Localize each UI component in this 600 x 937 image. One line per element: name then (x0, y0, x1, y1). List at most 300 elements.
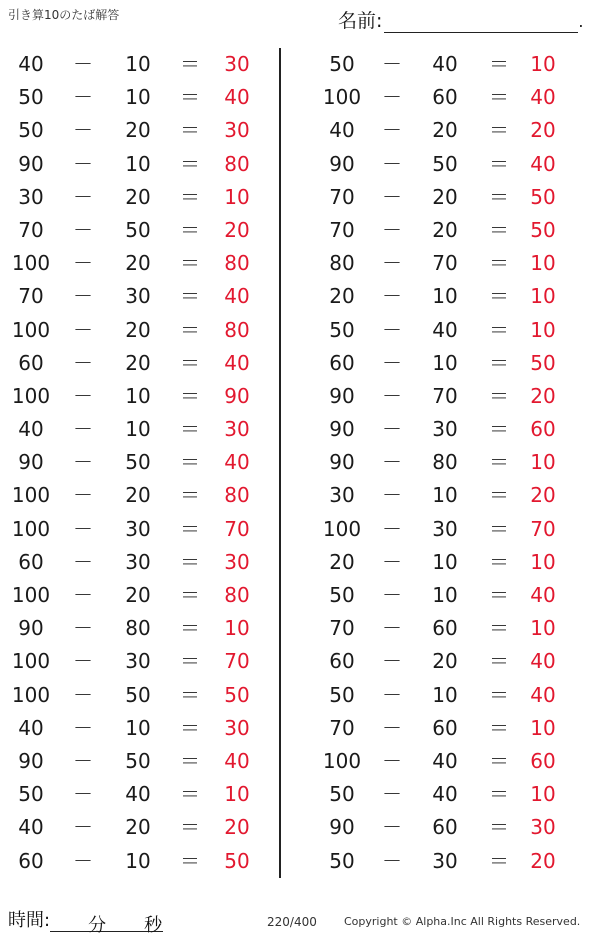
answer: 10 (530, 616, 556, 641)
equals-sign: ＝ (180, 616, 200, 641)
problem-row (301, 347, 591, 380)
problem-row (301, 845, 591, 878)
answer: 10 (224, 782, 250, 807)
equals-sign: ＝ (180, 251, 200, 276)
minus-sign: － (73, 649, 93, 674)
equals-sign: ＝ (180, 217, 200, 242)
minuend: 60 (18, 848, 44, 873)
problem-row (301, 114, 591, 147)
problem-row (0, 612, 278, 645)
minuend: 90 (18, 450, 44, 475)
problem-row (0, 280, 278, 313)
subtrahend: 10 (432, 583, 458, 607)
minuend: 100 (11, 649, 51, 674)
minus-sign: － (73, 815, 93, 840)
equals-sign: ＝ (489, 184, 509, 209)
minus-sign: － (382, 251, 402, 276)
problem-row (301, 745, 591, 778)
subtrahend: 10 (125, 848, 151, 873)
equals-sign: ＝ (489, 483, 509, 508)
minus-sign: － (382, 682, 402, 707)
minus-sign: － (382, 350, 402, 375)
problem-row (301, 380, 591, 413)
minus-sign: － (73, 85, 93, 110)
answer: 10 (530, 52, 556, 76)
subtrahend: 80 (432, 450, 458, 475)
equals-sign: ＝ (180, 350, 200, 375)
problem-row (0, 81, 278, 114)
equals-sign: ＝ (489, 848, 509, 873)
answer: 40 (530, 682, 556, 707)
minus-sign: － (382, 284, 402, 309)
subtrahend: 10 (125, 417, 151, 442)
subtrahend: 50 (125, 682, 151, 707)
minuend: 100 (11, 251, 51, 276)
problem-row (0, 513, 278, 546)
minus-sign: － (73, 350, 93, 375)
minuend: 50 (18, 782, 44, 807)
answer: 10 (530, 549, 556, 574)
subtrahend: 10 (432, 483, 458, 508)
subtrahend: 20 (125, 251, 151, 276)
subtrahend: 20 (432, 184, 458, 209)
problem-row (301, 479, 591, 512)
subtrahend: 10 (432, 549, 458, 574)
equals-sign: ＝ (489, 748, 509, 773)
minus-sign: － (73, 184, 93, 209)
equals-sign: ＝ (489, 649, 509, 674)
minus-sign: － (73, 748, 93, 773)
minuend: 60 (329, 649, 355, 674)
minuend: 100 (322, 748, 362, 773)
minus-sign: － (73, 782, 93, 807)
answer: 70 (224, 649, 250, 674)
minuend: 90 (18, 616, 44, 641)
subtrahend: 20 (125, 583, 151, 607)
minus-sign: － (382, 483, 402, 508)
minuend: 90 (329, 417, 355, 442)
equals-sign: ＝ (489, 284, 509, 309)
minus-sign: － (73, 483, 93, 508)
answer: 40 (224, 350, 250, 375)
answer: 60 (530, 417, 556, 442)
answer: 20 (530, 483, 556, 508)
minuend: 50 (18, 118, 44, 143)
problem-row (0, 413, 278, 446)
problem-row (0, 214, 278, 247)
equals-sign: ＝ (489, 52, 509, 76)
minus-sign: － (382, 616, 402, 641)
answer: 90 (224, 383, 250, 408)
subtrahend: 20 (125, 317, 151, 342)
equals-sign: ＝ (180, 52, 200, 76)
equals-sign: ＝ (489, 782, 509, 807)
equals-sign: ＝ (180, 450, 200, 475)
equals-sign: ＝ (180, 317, 200, 342)
minuend: 70 (329, 184, 355, 209)
minuend: 70 (18, 217, 44, 242)
answer: 50 (530, 217, 556, 242)
minus-sign: － (73, 616, 93, 641)
equals-sign: ＝ (180, 848, 200, 873)
equals-sign: ＝ (180, 284, 200, 309)
subtrahend: 10 (125, 85, 151, 110)
subtrahend: 50 (125, 748, 151, 773)
problem-row (0, 181, 278, 214)
minus-sign: － (73, 450, 93, 475)
minuend: 90 (329, 151, 355, 176)
minus-sign: － (382, 748, 402, 773)
minus-sign: － (382, 583, 402, 607)
minus-sign: － (73, 217, 93, 242)
equals-sign: ＝ (180, 383, 200, 408)
equals-sign: ＝ (180, 118, 200, 143)
equals-sign: ＝ (180, 715, 200, 740)
subtrahend: 10 (125, 715, 151, 740)
minuend: 50 (18, 85, 44, 110)
minus-sign: － (73, 583, 93, 607)
minutes-label: 分 (88, 915, 107, 936)
answer: 10 (530, 450, 556, 475)
problem-row (301, 712, 591, 745)
subtrahend: 20 (125, 483, 151, 508)
equals-sign: ＝ (180, 516, 200, 541)
minus-sign: － (73, 284, 93, 309)
answer: 30 (224, 549, 250, 574)
minus-sign: － (73, 52, 93, 76)
minuend: 30 (18, 184, 44, 209)
equals-sign: ＝ (180, 151, 200, 176)
minus-sign: － (382, 85, 402, 110)
subtrahend: 40 (432, 782, 458, 807)
equals-sign: ＝ (489, 616, 509, 641)
subtrahend: 30 (125, 516, 151, 541)
subtrahend: 10 (125, 383, 151, 408)
seconds-label: 秒 (144, 915, 163, 936)
answer: 70 (530, 516, 556, 541)
problem-row (0, 679, 278, 712)
minuend: 60 (329, 350, 355, 375)
subtrahend: 60 (432, 616, 458, 641)
subtrahend: 30 (432, 417, 458, 442)
equals-sign: ＝ (180, 184, 200, 209)
subtrahend: 80 (125, 616, 151, 641)
problem-row (301, 579, 591, 612)
equals-sign: ＝ (180, 815, 200, 840)
subtrahend: 70 (432, 383, 458, 408)
subtrahend: 20 (432, 118, 458, 143)
minus-sign: － (73, 848, 93, 873)
problem-row (0, 579, 278, 612)
minus-sign: － (382, 417, 402, 442)
subtrahend: 60 (432, 715, 458, 740)
minus-sign: － (382, 184, 402, 209)
answer: 70 (224, 516, 250, 541)
copyright-text: Copyright © Alpha.Inc All Rights Reserved. (344, 915, 581, 928)
minus-sign: － (73, 516, 93, 541)
problem-row (301, 446, 591, 479)
answer: 30 (224, 52, 250, 76)
problem-row (0, 845, 278, 878)
subtrahend: 50 (432, 151, 458, 176)
answer: 80 (224, 151, 250, 176)
subtrahend: 10 (432, 682, 458, 707)
answer: 30 (530, 815, 556, 840)
subtrahend: 20 (432, 217, 458, 242)
equals-sign: ＝ (489, 151, 509, 176)
problem-row (301, 811, 591, 844)
minuend: 60 (18, 549, 44, 574)
subtrahend: 30 (125, 284, 151, 309)
answer: 10 (530, 251, 556, 276)
minuend: 50 (329, 317, 355, 342)
minuend: 40 (18, 715, 44, 740)
subtrahend: 30 (432, 516, 458, 541)
equals-sign: ＝ (180, 483, 200, 508)
answer: 80 (224, 583, 250, 607)
answer: 10 (224, 616, 250, 641)
minus-sign: － (382, 52, 402, 76)
answer: 30 (224, 417, 250, 442)
problem-row (301, 48, 591, 81)
minuend: 90 (329, 450, 355, 475)
subtrahend: 10 (432, 284, 458, 309)
subtrahend: 60 (432, 85, 458, 110)
minuend: 100 (11, 383, 51, 408)
minus-sign: － (382, 118, 402, 143)
answer: 80 (224, 483, 250, 508)
problem-row (0, 446, 278, 479)
subtrahend: 40 (432, 52, 458, 76)
problem-row (301, 181, 591, 214)
minuend: 20 (329, 284, 355, 309)
minuend: 50 (329, 52, 355, 76)
equals-sign: ＝ (489, 516, 509, 541)
answer: 40 (530, 151, 556, 176)
subtrahend: 20 (125, 815, 151, 840)
problem-row (301, 413, 591, 446)
problem-row (0, 546, 278, 579)
answer: 20 (224, 217, 250, 242)
answer: 50 (224, 682, 250, 707)
answer: 40 (530, 583, 556, 607)
problem-row (0, 314, 278, 347)
equals-sign: ＝ (489, 715, 509, 740)
problem-row (301, 280, 591, 313)
minus-sign: － (73, 682, 93, 707)
problem-row (0, 811, 278, 844)
problem-row (0, 148, 278, 181)
equals-sign: ＝ (180, 549, 200, 574)
problem-row (0, 380, 278, 413)
subtrahend: 50 (125, 217, 151, 242)
name-field (338, 6, 584, 33)
problem-row (0, 48, 278, 81)
minuend: 100 (11, 516, 51, 541)
minuend: 100 (11, 483, 51, 508)
minus-sign: － (382, 649, 402, 674)
answer: 30 (224, 715, 250, 740)
minuend: 70 (18, 284, 44, 309)
minus-sign: － (382, 450, 402, 475)
minuend: 100 (11, 583, 51, 607)
minuend: 90 (18, 151, 44, 176)
answer: 20 (530, 118, 556, 143)
problem-row (301, 314, 591, 347)
answer: 40 (224, 450, 250, 475)
subtrahend: 40 (432, 317, 458, 342)
minus-sign: － (382, 715, 402, 740)
subtrahend: 10 (432, 350, 458, 375)
equals-sign: ＝ (180, 583, 200, 607)
answer: 40 (224, 748, 250, 773)
subtrahend: 30 (125, 649, 151, 674)
answer: 40 (224, 284, 250, 309)
minus-sign: － (382, 217, 402, 242)
minuend: 30 (329, 483, 355, 508)
problem-row (0, 645, 278, 678)
equals-sign: ＝ (180, 782, 200, 807)
minus-sign: － (73, 151, 93, 176)
name-blank-line (384, 12, 578, 33)
problem-row (0, 247, 278, 280)
answer: 50 (224, 848, 250, 873)
minuend: 100 (322, 85, 362, 110)
equals-sign: ＝ (489, 682, 509, 707)
subtrahend: 20 (125, 184, 151, 209)
minus-sign: － (382, 782, 402, 807)
minus-sign: － (382, 549, 402, 574)
minuend: 100 (322, 516, 362, 541)
problem-row (0, 778, 278, 811)
answer: 50 (530, 350, 556, 375)
problem-row (0, 712, 278, 745)
subtrahend: 60 (432, 815, 458, 840)
equals-sign: ＝ (489, 85, 509, 110)
answer: 10 (530, 715, 556, 740)
equals-sign: ＝ (489, 217, 509, 242)
answer: 60 (530, 748, 556, 773)
minuend: 20 (329, 549, 355, 574)
minus-sign: － (382, 516, 402, 541)
equals-sign: ＝ (489, 350, 509, 375)
answer: 80 (224, 251, 250, 276)
answer: 20 (224, 815, 250, 840)
problem-row (301, 612, 591, 645)
subtrahend: 20 (125, 350, 151, 375)
equals-sign: ＝ (489, 251, 509, 276)
equals-sign: ＝ (489, 450, 509, 475)
minus-sign: － (382, 848, 402, 873)
minuend: 90 (18, 748, 44, 773)
minuend: 40 (329, 118, 355, 143)
minus-sign: － (382, 383, 402, 408)
answer: 10 (224, 184, 250, 209)
problem-row (0, 114, 278, 147)
problem-row (301, 546, 591, 579)
time-field (8, 906, 163, 936)
time-blank-line (50, 911, 163, 936)
equals-sign: ＝ (180, 748, 200, 773)
minuend: 60 (18, 350, 44, 375)
problem-row (0, 745, 278, 778)
minuend: 70 (329, 217, 355, 242)
answer: 20 (530, 383, 556, 408)
answer: 20 (530, 848, 556, 873)
answer: 40 (530, 85, 556, 110)
minuend: 50 (329, 848, 355, 873)
answer: 10 (530, 317, 556, 342)
worksheet-title: 引き算10のたば解答 (8, 8, 120, 22)
problem-row (0, 347, 278, 380)
equals-sign: ＝ (180, 85, 200, 110)
subtrahend: 20 (125, 118, 151, 143)
right-problem-column (301, 48, 591, 878)
subtrahend: 40 (432, 748, 458, 773)
answer: 40 (530, 649, 556, 674)
subtrahend: 40 (125, 782, 151, 807)
equals-sign: ＝ (180, 649, 200, 674)
minuend: 40 (18, 417, 44, 442)
minus-sign: － (73, 251, 93, 276)
subtrahend: 30 (432, 848, 458, 873)
answer: 80 (224, 317, 250, 342)
minuend: 80 (329, 251, 355, 276)
minus-sign: － (73, 549, 93, 574)
minus-sign: － (73, 118, 93, 143)
equals-sign: ＝ (489, 815, 509, 840)
equals-sign: ＝ (489, 317, 509, 342)
minuend: 70 (329, 616, 355, 641)
left-problem-column (0, 48, 278, 878)
minuend: 100 (11, 682, 51, 707)
problem-row (301, 148, 591, 181)
subtrahend: 30 (125, 549, 151, 574)
subtrahend: 50 (125, 450, 151, 475)
problem-row (0, 479, 278, 512)
column-divider (279, 48, 281, 878)
minuend: 70 (329, 715, 355, 740)
minuend: 50 (329, 583, 355, 607)
equals-sign: ＝ (180, 417, 200, 442)
answer: 10 (530, 782, 556, 807)
name-end-mark: . (578, 12, 584, 31)
equals-sign: ＝ (489, 583, 509, 607)
minus-sign: － (73, 383, 93, 408)
minuend: 100 (11, 317, 51, 342)
minus-sign: － (73, 317, 93, 342)
equals-sign: ＝ (489, 383, 509, 408)
answer: 10 (530, 284, 556, 309)
subtrahend: 10 (125, 151, 151, 176)
problem-row (301, 247, 591, 280)
subtrahend: 70 (432, 251, 458, 276)
problem-row (301, 679, 591, 712)
minus-sign: － (382, 815, 402, 840)
name-label: 名前: (338, 10, 383, 32)
problem-row (301, 81, 591, 114)
minuend: 50 (329, 682, 355, 707)
time-label: 時間: (8, 910, 51, 931)
equals-sign: ＝ (489, 417, 509, 442)
minus-sign: － (73, 417, 93, 442)
subtrahend: 20 (432, 649, 458, 674)
minuend: 40 (18, 52, 44, 76)
problem-row (301, 645, 591, 678)
minuend: 90 (329, 815, 355, 840)
equals-sign: ＝ (489, 549, 509, 574)
minus-sign: － (382, 151, 402, 176)
